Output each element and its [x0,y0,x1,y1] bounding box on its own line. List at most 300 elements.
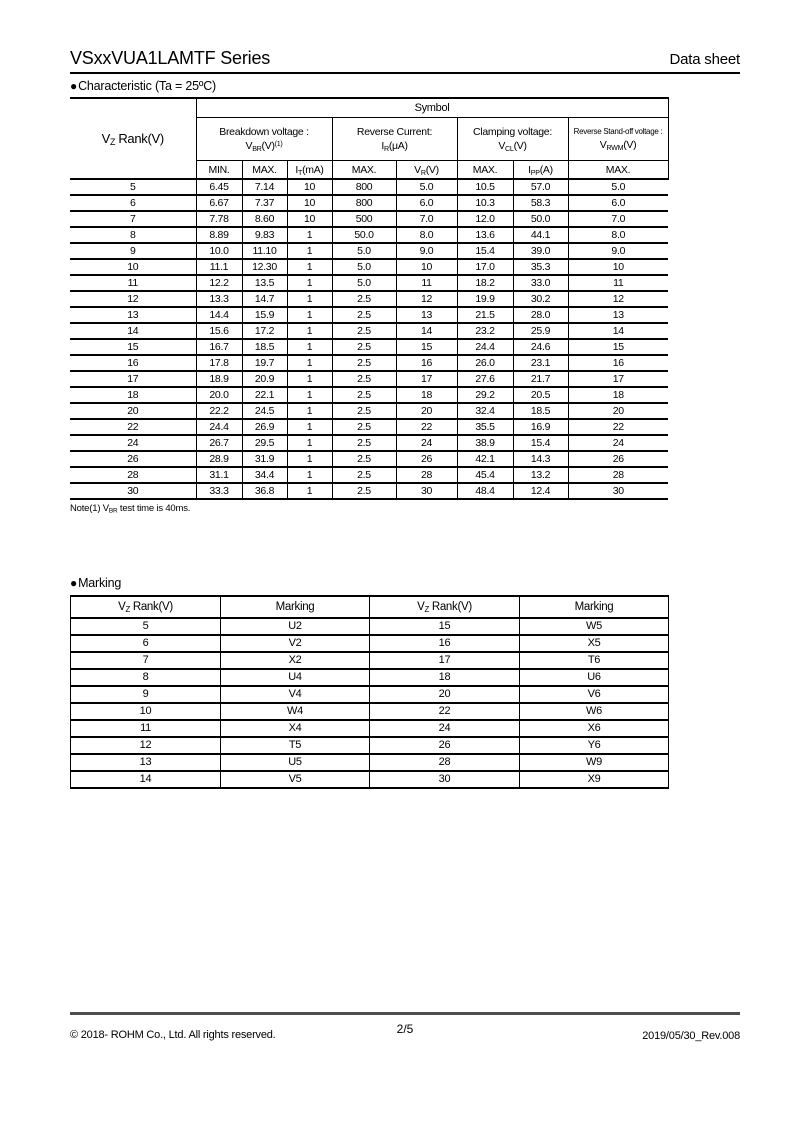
vz-subscript: Z [109,137,116,148]
doc-type-label: Data sheet [669,51,740,68]
table-cell: 2.5 [332,403,396,419]
table-row [70,227,668,243]
table-row [70,179,668,195]
table-cell: 5.0 [332,243,396,259]
table-cell: 6 [71,635,221,652]
table-cell: 18.5 [513,403,568,419]
table-cell: 21.7 [513,371,568,387]
table-cell: 9.0 [396,243,457,259]
group-header-clamping-voltage [457,118,568,161]
table-cell: 10 [568,259,668,275]
table-cell: 14 [71,771,221,788]
symbol-sub: PP [530,168,540,177]
group-header-breakdown-voltage [196,118,332,161]
table-cell: 2.5 [332,323,396,339]
page-number: 2/5 [396,1022,414,1036]
table-cell: 1 [287,419,332,435]
characteristic-section-heading [70,78,740,95]
table-cell: 12.0 [457,211,513,227]
table-cell: 20 [70,403,196,419]
table-cell: 12 [70,291,196,307]
table-cell: 21.5 [457,307,513,323]
page-title: VSxxVUA1LAMTF Series [70,48,271,68]
table-cell: 24 [568,435,668,451]
table-cell: 11 [70,275,196,291]
table-cell: U6 [520,669,669,686]
symbol-sub: T [298,168,303,177]
table-cell: 1 [287,371,332,387]
table-cell: 11.10 [242,243,287,259]
symbol-header: Symbol [196,98,668,118]
table-row [70,371,668,387]
table-cell: 1 [287,275,332,291]
group-label: Reverse Current: [356,125,433,138]
table-cell: 30.2 [513,291,568,307]
symbol-sub: Z [424,604,429,614]
table-cell: 2.5 [332,371,396,387]
table-row [70,243,668,259]
table-cell: 1 [287,355,332,371]
group-header-reverse-standoff-voltage [568,118,668,161]
table-row [71,703,669,720]
symbol-sub: R [383,144,389,153]
table-cell: 34.4 [242,467,287,483]
table-cell: 23.2 [457,323,513,339]
table-cell: 8.60 [242,211,287,227]
group-symbol [197,139,332,154]
symbol-sub: R [420,168,426,177]
marking-table-body [71,618,669,788]
table-cell: 22 [70,419,196,435]
table-cell: 10 [70,259,196,275]
table-cell: 28.0 [513,307,568,323]
table-row [70,403,668,419]
table-cell: 27.6 [457,371,513,387]
table-row [70,355,668,371]
revision-label: 2019/05/30_Rev.008 [642,1030,740,1042]
table-cell: 6.0 [568,195,668,211]
table-cell: 18.9 [196,371,242,387]
symbol-post: (V) [261,139,275,152]
table-cell: X4 [221,720,370,737]
table-cell: 28 [568,467,668,483]
table-row [71,720,669,737]
table-cell: 1 [287,259,332,275]
table-cell: 30 [568,483,668,499]
symbol-post: (A) [539,163,553,176]
copyright-text: © 2018- ROHM Co., Ltd. All rights reserved. [70,1029,276,1041]
table-cell: 13 [70,307,196,323]
table-row [70,323,668,339]
table-cell: 20 [370,686,520,703]
table-cell: 13.2 [513,467,568,483]
table-cell: 14.4 [196,307,242,323]
table-cell: 1 [287,339,332,355]
table-cell: 2.5 [332,483,396,499]
table-cell: 2.5 [332,387,396,403]
table-cell: 6.67 [196,195,242,211]
table-cell: 15.4 [513,435,568,451]
symbol-post: (μA) [388,139,408,152]
table-cell: 7.0 [568,211,668,227]
table-row [71,737,669,754]
table-cell: 16.9 [513,419,568,435]
table-cell: 30 [370,771,520,788]
table-cell: 22 [396,419,457,435]
col-header-max-vbr: MAX. [242,161,287,180]
table-cell: 24.4 [457,339,513,355]
table-cell: 17.0 [457,259,513,275]
table-cell: 13 [568,307,668,323]
table-row [70,291,668,307]
table-cell: 2.5 [332,419,396,435]
marking-col-header-vz-rank-1 [71,596,221,618]
table-cell: 24 [396,435,457,451]
symbol-sub: CL [505,144,514,153]
table-cell: 18.2 [457,275,513,291]
symbol-pre: V [118,601,126,613]
marking-col-header-vz-rank-2 [370,596,520,618]
marking-table [70,595,669,789]
table-cell: 15.6 [196,323,242,339]
table-cell: 28 [396,467,457,483]
section-bullet-icon: ● [70,576,78,590]
table-cell: W5 [520,618,669,635]
group-symbol [569,138,668,153]
vz-rank-unit: Rank(V) [115,131,164,146]
table-row [71,754,669,771]
table-cell: 11 [396,275,457,291]
symbol-note-ref: (1) [274,139,283,148]
table-cell: 20.0 [196,387,242,403]
table-cell: 2.5 [332,355,396,371]
table-cell: 33.3 [196,483,242,499]
table-cell: 50.0 [513,211,568,227]
table-cell: 33.0 [513,275,568,291]
marking-section-heading [70,575,740,592]
group-label: Breakdown voltage : [219,125,309,138]
table-cell: 26 [568,451,668,467]
col-header-min: MIN. [196,161,242,180]
table-cell: 800 [332,179,396,195]
table-cell: 1 [287,451,332,467]
table-cell: 22 [568,419,668,435]
table-cell: 14 [396,323,457,339]
table-cell: 1 [287,483,332,499]
table-cell: 57.0 [513,179,568,195]
table-cell: 44.1 [513,227,568,243]
table-cell: 17 [568,371,668,387]
table-cell: 1 [287,243,332,259]
section-bullet-icon: ● [70,79,78,93]
table-cell: 26 [396,451,457,467]
col-header-vr [396,161,457,180]
group-label: Clamping voltage: [473,125,552,138]
table-cell: V2 [221,635,370,652]
characteristic-table-header [70,98,668,179]
table-row [70,387,668,403]
table-cell: 14 [70,323,196,339]
table-cell: U4 [221,669,370,686]
table-cell: 17 [70,371,196,387]
table-row [71,669,669,686]
table-cell: 2.5 [332,307,396,323]
table-cell: 12.30 [242,259,287,275]
table-cell: 14.3 [513,451,568,467]
table-cell: 6.45 [196,179,242,195]
table-cell: 23.1 [513,355,568,371]
table-cell: 19.7 [242,355,287,371]
table-cell: 14.7 [242,291,287,307]
table-cell: 13 [71,754,221,771]
table-cell: 26 [370,737,520,754]
table-cell: 24.6 [513,339,568,355]
table-cell: 26.0 [457,355,513,371]
table-row [70,211,668,227]
table-cell: 12 [568,291,668,307]
characteristic-heading-label: Characteristic (Ta = 25ºC) [78,79,217,93]
table-cell: 2.5 [332,451,396,467]
table-cell: 5.0 [568,179,668,195]
vz-symbol: V [101,131,110,146]
table-cell: 16 [396,355,457,371]
table-cell: 20.5 [513,387,568,403]
table-cell: 2.5 [332,339,396,355]
col-header-max-vrwm: MAX. [568,161,668,180]
symbol-post: Rank(V) [129,601,173,613]
table-cell: 5.0 [332,275,396,291]
table-cell: 45.4 [457,467,513,483]
marking-heading-label: Marking [78,576,122,590]
table-cell: 1 [287,291,332,307]
table-cell: 16.7 [196,339,242,355]
table-cell: 13.5 [242,275,287,291]
table-cell: 8 [71,669,221,686]
table-cell: X2 [221,652,370,669]
table-cell: 5 [71,618,221,635]
table-cell: 13.3 [196,291,242,307]
col-header-max-vcl: MAX. [457,161,513,180]
table-cell: 10 [287,211,332,227]
symbol-post: (V) [513,139,527,152]
table-row [71,652,669,669]
table-cell: 13.6 [457,227,513,243]
col-header-ipp [513,161,568,180]
table-cell: 35.3 [513,259,568,275]
symbol-pre: V [498,139,506,152]
table-cell: 1 [287,403,332,419]
table-cell: 28 [70,467,196,483]
table-cell: T6 [520,652,669,669]
group-label: Reverse Stand-off voltage : [573,126,663,136]
table-cell: 30 [70,483,196,499]
table-cell: 26 [70,451,196,467]
group-symbol [458,139,568,154]
table-cell: 15 [396,339,457,355]
table-cell: 15 [568,339,668,355]
col-header-vz-rank [70,98,196,179]
table-cell: 12.4 [513,483,568,499]
table-cell: 22.2 [196,403,242,419]
table-cell: 18 [370,669,520,686]
table-cell: 48.4 [457,483,513,499]
table-cell: 1 [287,467,332,483]
marking-header-row [71,596,669,618]
table-cell: 13 [396,307,457,323]
symbol-post: (V) [425,163,439,176]
table-cell: 8.89 [196,227,242,243]
table-cell: 31.9 [242,451,287,467]
table-cell: 7.78 [196,211,242,227]
table-cell: 16 [70,355,196,371]
symbol-pre: I [381,139,384,152]
table-row [71,686,669,703]
table-cell: 2.5 [332,291,396,307]
table-cell: W6 [520,703,669,720]
table-row [70,419,668,435]
table-cell: 29.5 [242,435,287,451]
page-footer [70,1012,740,1055]
table-row [70,339,668,355]
table-cell: 12.2 [196,275,242,291]
symbol-pre: V [599,138,607,151]
table-cell: 15 [370,618,520,635]
note-sub: BR [108,507,118,515]
note-post: test time is 40ms. [117,503,191,514]
symbol-pre: V [414,163,421,176]
table-row [70,275,668,291]
table-cell: 10.3 [457,195,513,211]
symbol-pre: I [295,163,298,176]
table-cell: 28.9 [196,451,242,467]
group-symbol [333,139,457,154]
symbol-pre: V [417,601,425,613]
table-cell: 17 [370,652,520,669]
symbol-sub: Z [125,604,130,614]
table-cell: 9 [71,686,221,703]
table-cell: 20 [396,403,457,419]
table-row [71,771,669,788]
table-cell: 5.0 [332,259,396,275]
table-cell: 7 [71,652,221,669]
table-cell: 42.1 [457,451,513,467]
table-cell: 10 [287,195,332,211]
table-cell: 17.2 [242,323,287,339]
symbol-pre: V [245,139,253,152]
table-cell: 14 [568,323,668,339]
table-cell: 1 [287,435,332,451]
table-cell: 30 [396,483,457,499]
table-cell: 2.5 [332,467,396,483]
table-cell: 18 [396,387,457,403]
table-cell: 8.0 [396,227,457,243]
table-row [70,451,668,467]
col-header-it [287,161,332,180]
page-content [70,0,740,789]
table-row [70,195,668,211]
table-cell: 32.4 [457,403,513,419]
table-cell: W4 [221,703,370,720]
table-cell: U2 [221,618,370,635]
table-cell: 8.0 [568,227,668,243]
page-header [70,0,740,74]
table-cell: 18.5 [242,339,287,355]
table-cell: 35.5 [457,419,513,435]
table-cell: 9 [70,243,196,259]
table-cell: 15.9 [242,307,287,323]
table-cell: 20 [568,403,668,419]
table-cell: X9 [520,771,669,788]
table-cell: T5 [221,737,370,754]
table-row [71,618,669,635]
table-cell: 1 [287,307,332,323]
table-cell: 20.9 [242,371,287,387]
table-cell: 7.37 [242,195,287,211]
table-cell: 1 [287,323,332,339]
symbol-post: Rank(V) [428,601,472,613]
symbol-sub: RWM [606,143,624,152]
table-cell: 1 [287,387,332,403]
symbol-sub: BR [252,144,262,153]
table-cell: 50.0 [332,227,396,243]
marking-table-header [71,596,669,618]
table-cell: 500 [332,211,396,227]
table-cell: 15.4 [457,243,513,259]
table-cell: Y6 [520,737,669,754]
footnote [70,503,740,515]
table-cell: 29.2 [457,387,513,403]
table-cell: 28 [370,754,520,771]
table-cell: 6 [70,195,196,211]
table-cell: 19.9 [457,291,513,307]
note-pre: Note(1) V [70,503,109,514]
table-cell: 11 [568,275,668,291]
table-row [70,435,668,451]
table-cell: 22 [370,703,520,720]
table-cell: 10.0 [196,243,242,259]
table-row [71,635,669,652]
table-cell: 9.83 [242,227,287,243]
table-cell: 17 [396,371,457,387]
symbol-pre: I [528,163,531,176]
symbol-post: (mA) [302,163,324,176]
table-cell: 15 [70,339,196,355]
table-cell: 22.1 [242,387,287,403]
characteristic-table-body [70,179,668,499]
table-cell: 800 [332,195,396,211]
group-header-reverse-current [332,118,457,161]
table-cell: 39.0 [513,243,568,259]
table-cell: 16 [370,635,520,652]
table-row [70,483,668,499]
table-cell: V4 [221,686,370,703]
table-cell: 11 [71,720,221,737]
table-cell: 8 [70,227,196,243]
table-cell: 24.5 [242,403,287,419]
table-cell: 1 [287,227,332,243]
table-cell: 12 [71,737,221,754]
table-cell: 31.1 [196,467,242,483]
table-row [70,307,668,323]
table-cell: 10 [287,179,332,195]
col-header-max-ir: MAX. [332,161,396,180]
table-cell: 38.9 [457,435,513,451]
characteristic-table [70,97,669,500]
table-cell: 12 [396,291,457,307]
table-cell: 26.9 [242,419,287,435]
table-cell: 24 [70,435,196,451]
table-cell: X6 [520,720,669,737]
